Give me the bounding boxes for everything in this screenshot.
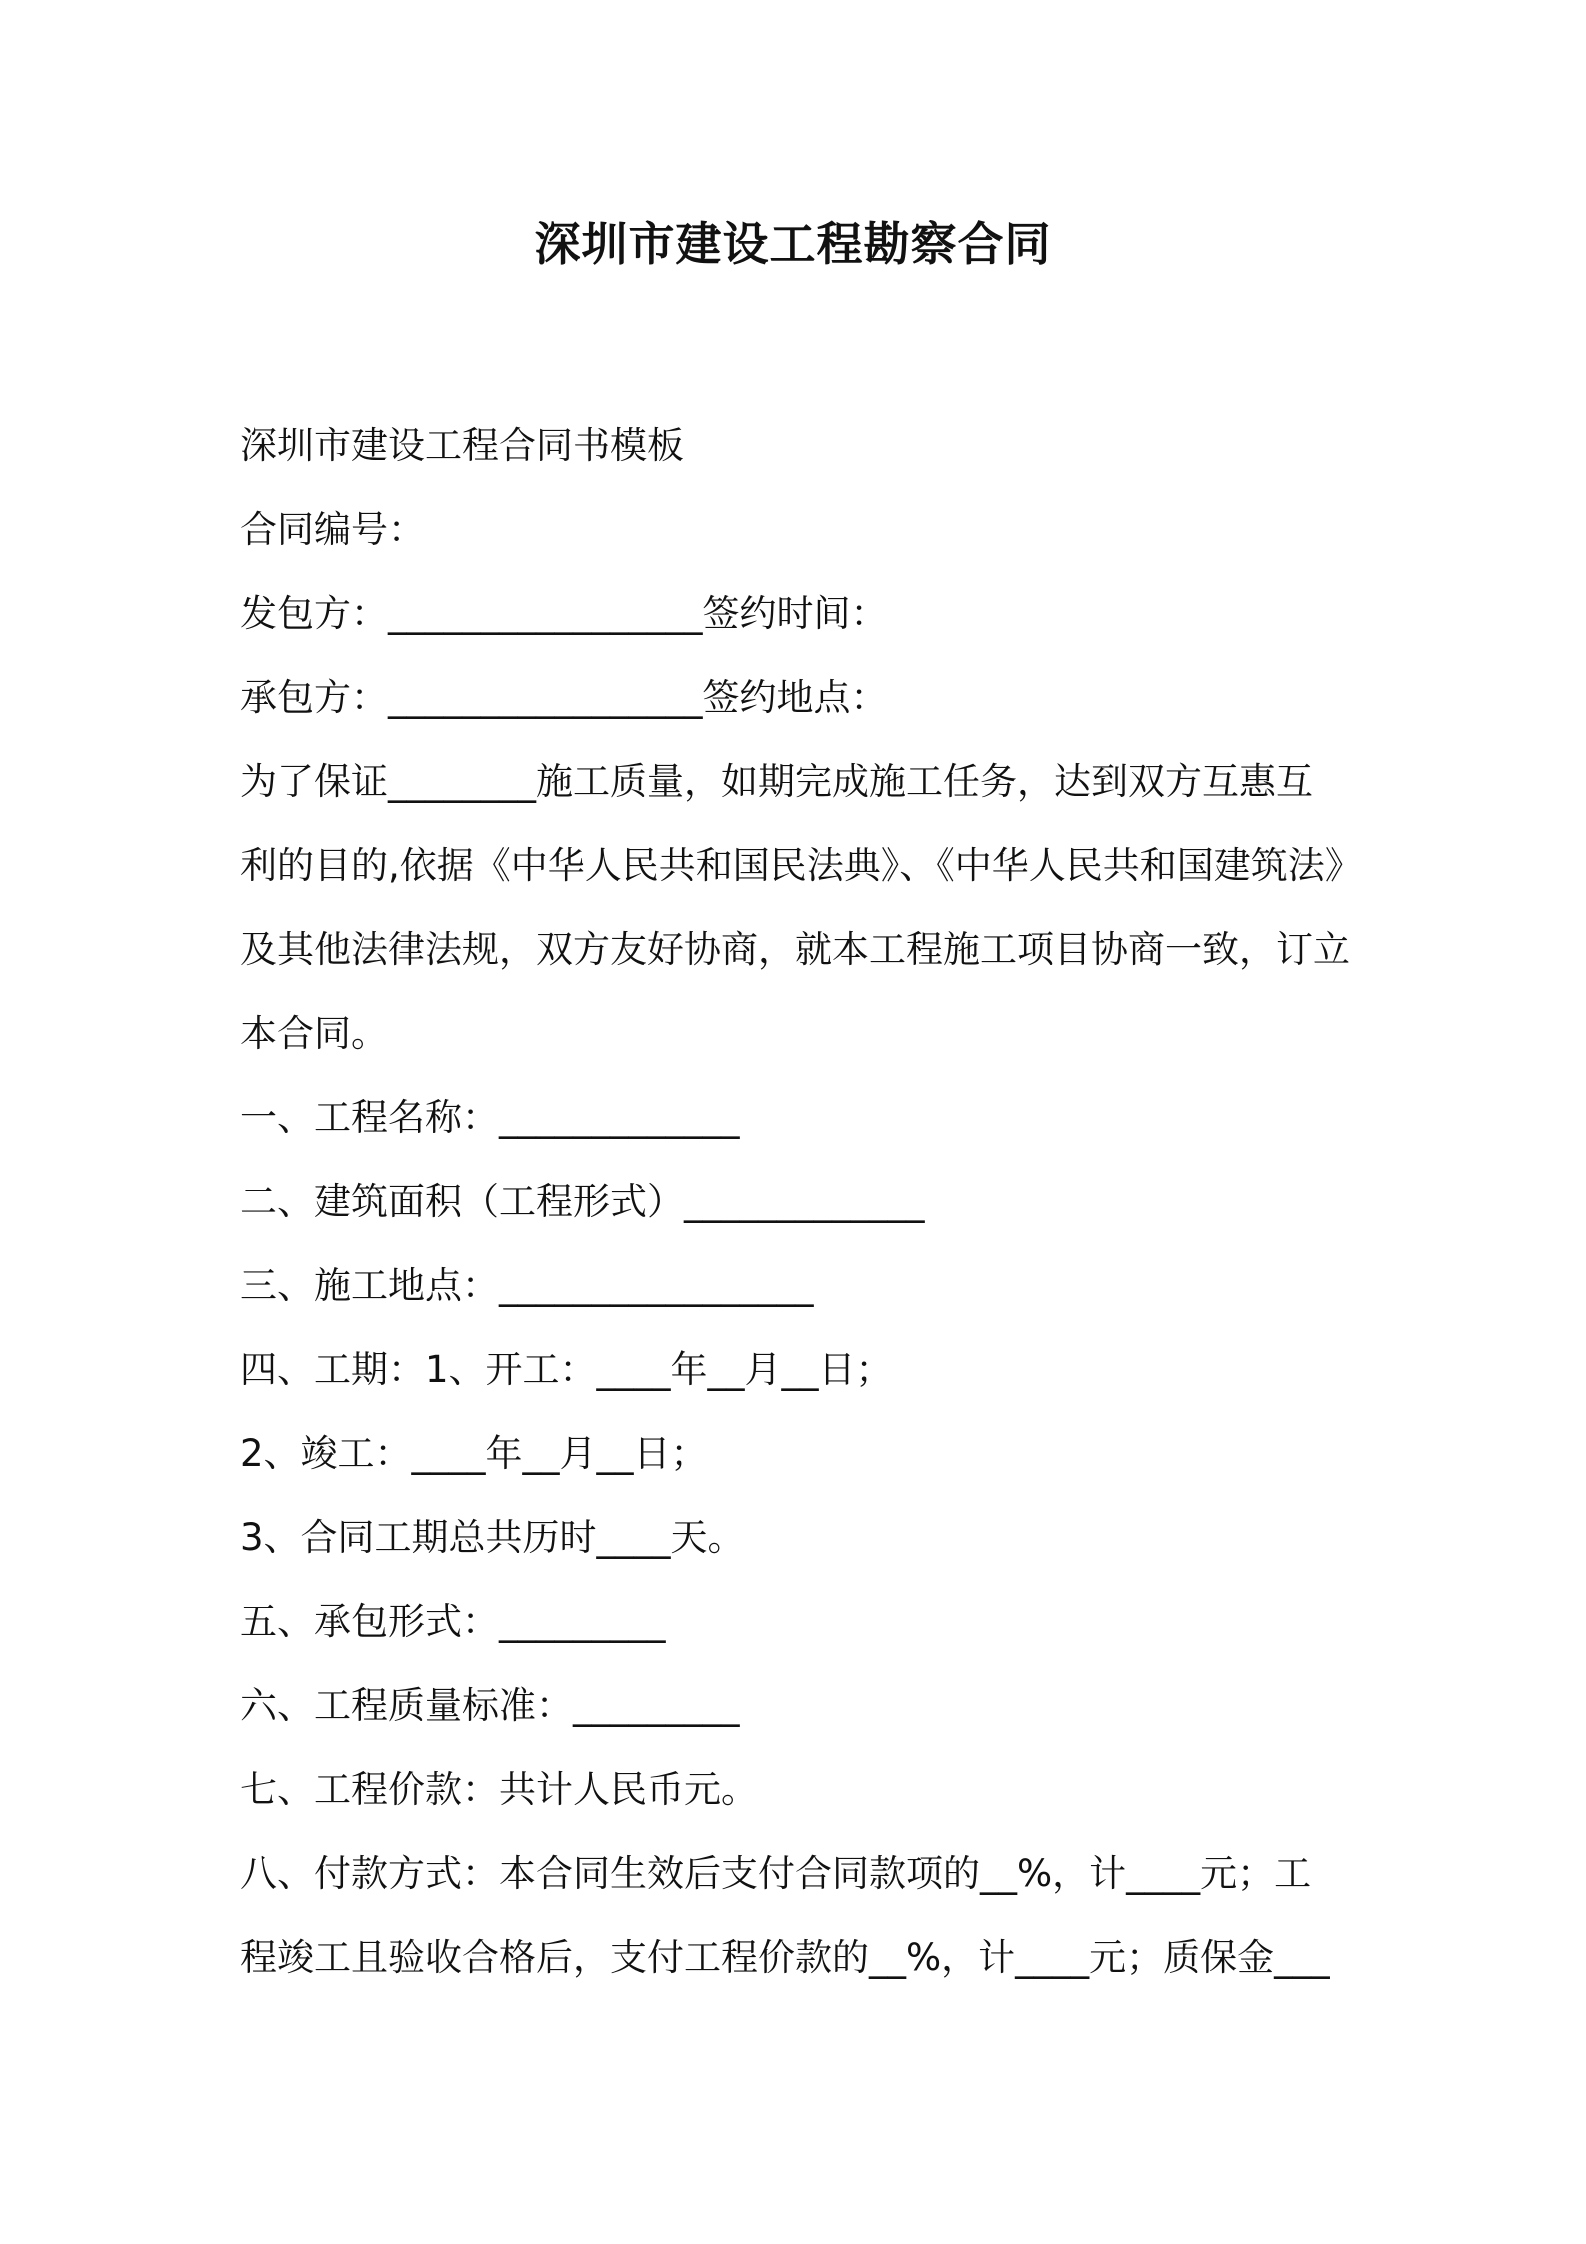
clause-building-area: 二、建筑面积（工程形式）_____________ — [240, 1180, 925, 1223]
clause-payment-line-2: 程竣工且验收合格后，支付工程价款的__%，计____元；质保金___ — [240, 1936, 1330, 1979]
clause-schedule-duration: 3、合同工期总共历时____天。 — [240, 1516, 745, 1559]
clause-schedule-start: 四、工期：1、开工：____年__月__日； — [240, 1348, 893, 1391]
clause-construction-site: 三、施工地点：_________________ — [240, 1264, 814, 1307]
clause-contract-price: 七、工程价款：共计人民币元。 — [240, 1768, 758, 1811]
preamble-line-2: 利的目的,依据《中华人民共和国民法典》、《中华人民共和国建筑法》 — [240, 844, 1362, 887]
contractor-line: 承包方：_________________签约地点： — [240, 676, 888, 719]
template-subtitle: 深圳市建设工程合同书模板 — [240, 424, 684, 467]
clause-contract-form: 五、承包形式：_________ — [240, 1600, 666, 1643]
employer-line: 发包方：_________________签约时间： — [240, 592, 888, 635]
document-title: 深圳市建设工程勘察合同 — [534, 217, 1052, 271]
clause-payment-line-1: 八、付款方式：本合同生效后支付合同款项的__%，计____元；工 — [240, 1852, 1312, 1895]
document-body — [240, 404, 1360, 2000]
preamble-line-1: 为了保证________施工质量，如期完成施工任务，达到双方互惠互 — [240, 760, 1313, 803]
clause-schedule-completion: 2、竣工：____年__月__日； — [240, 1432, 708, 1475]
contract-number-line: 合同编号： — [240, 508, 425, 551]
preamble-line-3: 及其他法律法规，双方友好协商，就本工程施工项目协商一致，订立 — [240, 928, 1350, 971]
preamble-line-4: 本合同。 — [240, 1012, 388, 1055]
clause-project-name: 一、工程名称：_____________ — [240, 1096, 740, 1139]
clause-quality-standard: 六、工程质量标准：_________ — [240, 1684, 740, 1727]
